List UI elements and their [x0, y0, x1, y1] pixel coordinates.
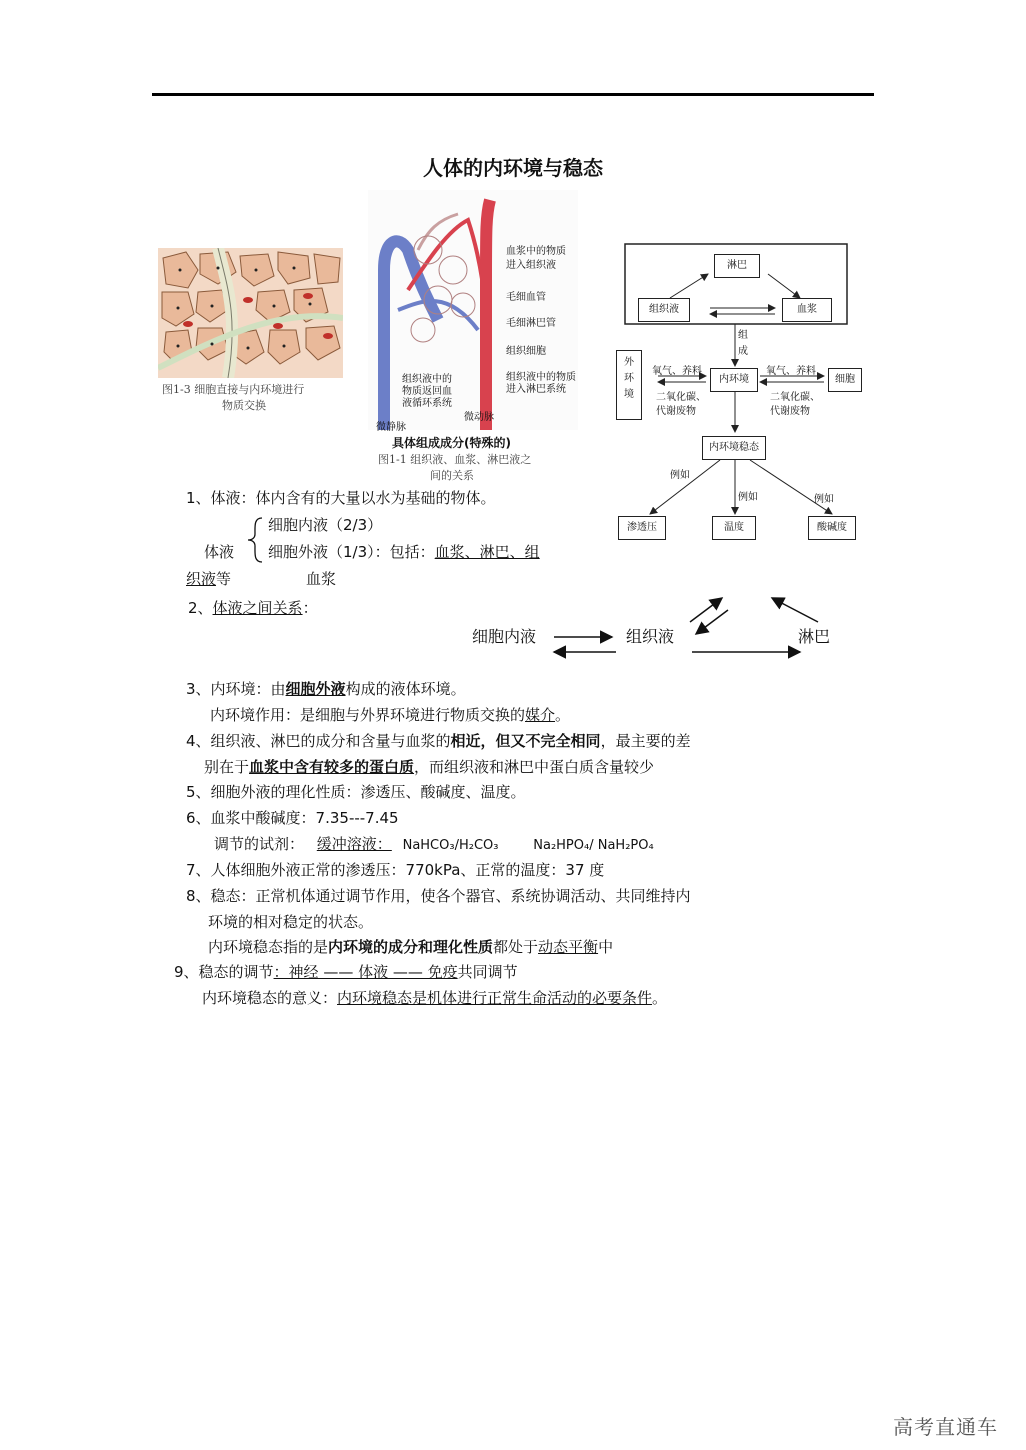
- line-4b-suffix: ，而组织液和淋巴中蛋白质含量较少: [414, 758, 655, 776]
- line-2-text: 体液之间关系: [212, 599, 303, 617]
- label-capillary: 毛细血管: [506, 292, 546, 303]
- rel-lymph: 淋巴: [798, 627, 831, 646]
- node-ph: 酸碱度: [808, 516, 856, 540]
- extracellular-items: 血浆、淋巴、组: [434, 543, 540, 561]
- label-return-2: 物质返回血: [402, 386, 452, 397]
- external-char-1: 外: [624, 357, 634, 368]
- external-char-2: 环: [624, 373, 634, 384]
- line-4b-prefix: 别在于: [204, 758, 250, 776]
- line-4-suffix: ，最主要的差: [600, 732, 691, 750]
- label-return-3: 液循环系统: [402, 398, 452, 409]
- plasma-note: 血浆: [306, 570, 337, 588]
- label-arteriole: 微动脉: [464, 412, 494, 423]
- line-6b-pair1: NaHCO₃/H₂CO₃: [402, 838, 499, 853]
- line-9b-end: 。: [652, 989, 668, 1007]
- relation-arrows: [540, 590, 840, 670]
- line-9-suffix: 共同调节: [457, 963, 518, 981]
- line-5: 5、细胞外液的理化性质：渗透压、酸碱度、温度。: [186, 783, 526, 801]
- label-out-left-2: 代谢废物: [656, 406, 696, 417]
- extracellular-continued: [186, 569, 231, 589]
- label-example-3: 例如: [814, 494, 834, 505]
- label-tissue-cell: 组织细胞: [506, 346, 546, 357]
- figure2-caption-line1: 图1-1 组织液、血浆、淋巴液之: [378, 453, 532, 466]
- label-into-lymph: 进入淋巴系统: [506, 384, 566, 395]
- rel-tissue-fluid: 组织液: [626, 627, 675, 646]
- body-fluid-label: 体液: [204, 543, 235, 561]
- vessel-relation-figure: [368, 190, 578, 490]
- line-8b: 环境的相对稳定的状态。: [208, 913, 374, 931]
- line-9-regulation: ：神经 —— 体液 —— 免疫: [273, 963, 458, 981]
- line-8: 8、稳态：正常机体通过调节作用，使各个器官、系统协调活动、共同维持内: [186, 887, 691, 905]
- line-2-colon: ：: [302, 599, 318, 617]
- intracellular-fluid: 细胞内液（2/3）: [268, 516, 383, 534]
- line-6: 6、血浆中酸碱度：7.35---7.45: [186, 809, 399, 827]
- label-out-left-1: 二氧化碳、: [656, 392, 706, 403]
- figure1-caption-line1: 图1-3 细胞直接与内环境进行: [162, 383, 305, 396]
- line-8c: [208, 937, 613, 957]
- line-9b-prefix: 内环境稳态的意义：: [202, 989, 338, 1007]
- line-2-num: 2、: [188, 599, 213, 617]
- line-9b-meaning: 内环境稳态是机体进行正常生命活动的必要条件: [337, 989, 653, 1007]
- external-char-3: 境: [624, 389, 634, 400]
- brace-icon: [246, 516, 264, 564]
- etc-text: 等: [216, 570, 232, 588]
- line-1: 1、体液：体内含有的大量以水为基础的物体。: [186, 489, 496, 507]
- line-3: [186, 679, 466, 699]
- node-cell: 细胞: [828, 368, 862, 392]
- label-compose-1: 组: [738, 330, 748, 341]
- line-6b-buffer: 缓冲溶液：: [316, 835, 392, 853]
- line-6b-prefix: 调节的试剂：: [214, 835, 305, 853]
- extracellular-prefix: 细胞外液（1/3）：包括：: [268, 543, 435, 561]
- label-tissue-substance: 组织液中的物质: [506, 372, 576, 383]
- label-compose-2: 成: [738, 346, 748, 357]
- line-8c-end: 中: [598, 938, 614, 956]
- line-3-bold: 细胞外液: [285, 680, 346, 698]
- line-9: [174, 962, 518, 982]
- line-3b-prefix: 内环境作用：是细胞与外界环境进行物质交换的: [210, 706, 526, 724]
- header-rule: [152, 93, 874, 96]
- label-out-right-1: 二氧化碳、: [770, 392, 820, 403]
- watermark: 高考直通车: [893, 1415, 998, 1439]
- rel-intracellular: 细胞内液: [472, 627, 537, 646]
- node-internal-environment: 内环境: [710, 368, 758, 392]
- line-2: [188, 598, 318, 618]
- line-3-suffix: 构成的液体环境。: [345, 680, 466, 698]
- line-4b-bold: 血浆中含有较多的蛋白质: [249, 758, 415, 776]
- line-4-prefix: 4、组织液、淋巴的成分和含量与血浆的: [186, 732, 451, 750]
- label-example-1: 例如: [670, 470, 690, 481]
- line-6b-pair2: Na₂HPO₄/ NaH₂PO₄: [533, 838, 654, 853]
- figure1-caption-line2: 物质交换: [222, 399, 266, 412]
- page-title: 人体的内环境与稳态: [423, 156, 603, 180]
- node-external-environment: [616, 350, 642, 420]
- label-return-1: 组织液中的: [402, 374, 452, 385]
- line-3b: [210, 705, 570, 725]
- node-temperature: 温度: [712, 516, 756, 540]
- label-lymph-capillary: 毛细淋巴管: [506, 318, 556, 329]
- tissue-fluid-cont: 织液: [186, 570, 217, 588]
- line-8c-balance: 动态平衡: [538, 938, 599, 956]
- node-plasma: 血浆: [782, 298, 832, 322]
- label-out-right-2: 代谢废物: [770, 406, 810, 417]
- line-4b: [204, 757, 654, 777]
- node-tissue-fluid: 组织液: [638, 298, 690, 322]
- label-in-left: 氧气、养料: [652, 366, 702, 377]
- label-in-right: 氧气、养料: [766, 366, 816, 377]
- node-homeostasis: 内环境稳态: [702, 436, 766, 460]
- line-4-bold: 相近，但又不完全相同: [450, 732, 601, 750]
- figure2-bold-caption: 具体组成成分(特殊的): [392, 436, 511, 450]
- line-9b: [202, 988, 667, 1008]
- cell-tissue-image: [158, 248, 343, 378]
- label-plasma-substance: 血浆中的物质: [506, 246, 566, 257]
- line-4: [186, 731, 691, 751]
- homeostasis-diagram: [610, 240, 860, 540]
- line-3b-medium: 媒介: [525, 706, 556, 724]
- cell-exchange-figure: [158, 248, 343, 423]
- label-example-2: 例如: [738, 492, 758, 503]
- label-venule: 微静脉: [376, 422, 406, 433]
- line-8c-bold: 内环境的成分和理化性质: [328, 938, 494, 956]
- line-9-prefix: 9、稳态的调节: [174, 963, 274, 981]
- line-3-prefix: 3、内环境：由: [186, 680, 286, 698]
- line-7: 7、人体细胞外液正常的渗透压：770kPa、正常的温度：37 度: [186, 861, 605, 879]
- node-lymph: 淋巴: [714, 254, 760, 278]
- label-into-tissue: 进入组织液: [506, 260, 556, 271]
- line-3b-end: 。: [555, 706, 571, 724]
- line-6b: [214, 834, 654, 856]
- figure2-caption-line2: 间的关系: [430, 469, 474, 482]
- line-8c-mid: 都处于: [493, 938, 539, 956]
- line-8c-prefix: 内环境稳态指的是: [208, 938, 329, 956]
- node-osmotic-pressure: 渗透压: [618, 516, 666, 540]
- extracellular-fluid: [268, 542, 540, 562]
